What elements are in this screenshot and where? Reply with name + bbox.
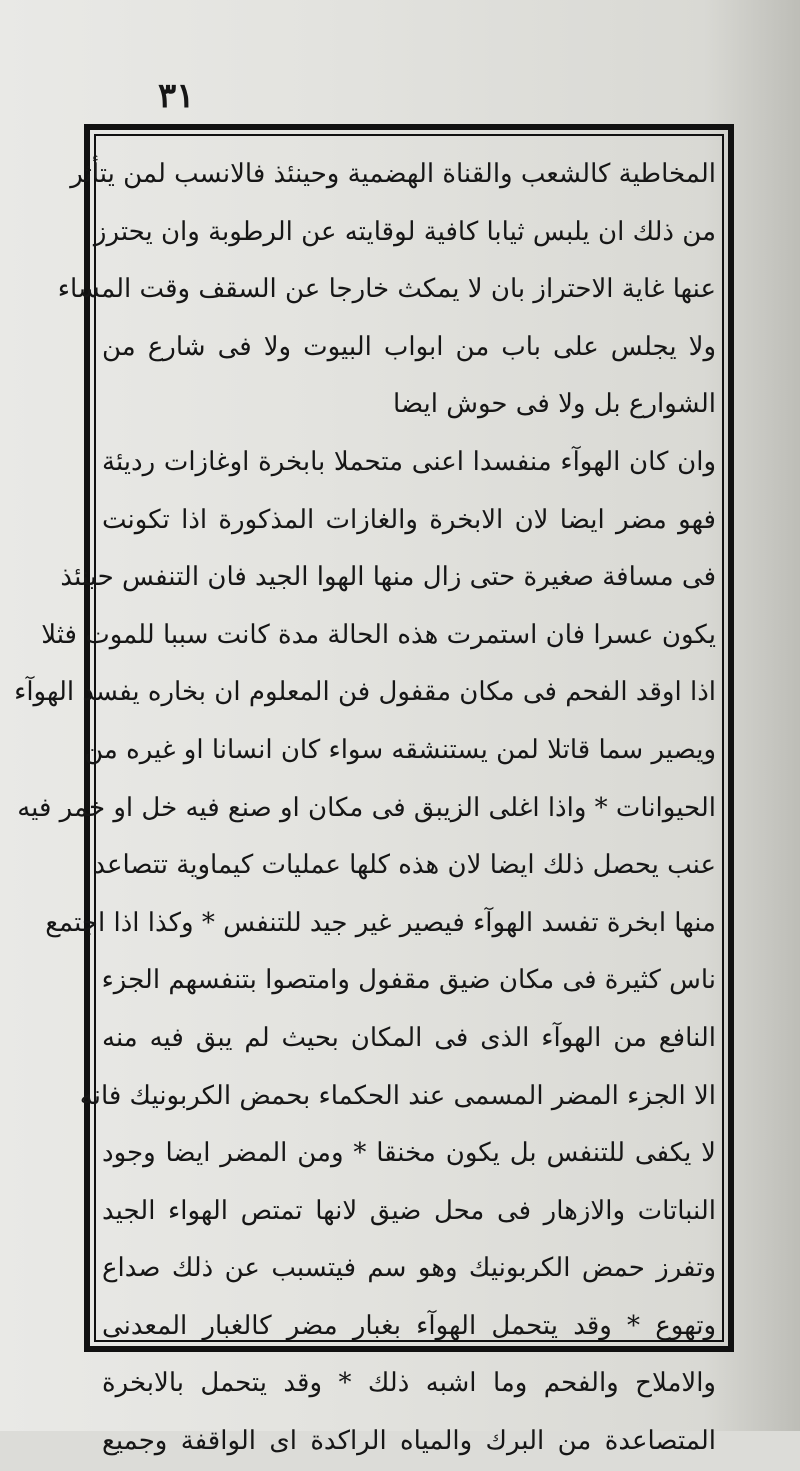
text-line: الا الجزء المضر المسمى عند الحكماء بحمض الكربونيك فانه [79,1080,716,1111]
body-text [14,146,716,1471]
text-line: النباتات والازهار فى محل ضيق لانها تمتص الهواء الجيد [102,1195,716,1226]
text-line: منها ابخرة تفسد الهوآء فيصير غير جيد للتنفس * وكذا اذا اجتمع [45,907,716,938]
text-line: عنب يحصل ذلك ايضا لان هذه كلها عمليات كيماوية تتصاعد [93,850,716,881]
page-number: ٣١ [158,76,195,116]
text-line: وان كان الهوآء منفسدا اعنى متحملا بابخرة اوغازات رديئة [102,446,716,477]
text-line: اذا اوقد الفحم فى مكان مقفول فن المعلوم ان بخاره يفسد الهوآء [14,677,716,708]
text-line: فى مسافة صغيرة حتى زال منها الهوا الجيد فان التنفس حينئذ [60,562,716,593]
text-line: ولا يجلس على باب من ابواب البيوت ولا فى شارع من [102,331,716,362]
text-line: الحيوانات * واذا اغلى الزيبق فى مكان او صنع فيه خل او خمر فيه [17,792,716,823]
text-line: وتهوع * وقد يتحمل الهوآء بغبار مضر كالغبار المعدنى [102,1310,716,1341]
text-line: من ذلك ان يلبس ثيابا كافية لوقايته عن الرطوبة وان يحترز [93,216,716,247]
text-line: الشوارع بل ولا فى حوش ايضا [393,389,716,420]
text-line: ويصير سما قاتلا لمن يستنشقه سواء كان انسانا او غيره من [84,734,716,765]
text-line: ناس كثيرة فى مكان ضيق مقفول وامتصوا بتنفسهم الجزء [101,965,716,996]
text-line: يكون عسرا فان استمرت هذه الحالة مدة كانت سببا للموت فثلا [41,619,716,650]
text-line: النافع من الهوآء الذى فى المكان بحيث لم يبق فيه منه [102,1022,716,1053]
text-line: وتفرز حمض الكربونيك وهو سم فيتسبب عن ذلك صداع [102,1253,716,1284]
text-line: لا يكفى للتنفس بل يكون مخنقا * ومن المضر ايضا وجود [102,1138,716,1169]
text-line: فهو مضر ايضا لان الابخرة والغازات المذكورة اذا تكونت [102,504,716,535]
text-line: المتصاعدة من البرك والمياه الراكدة اى الواقفة وجميع [102,1426,716,1457]
text-line: والاملاح والفحم وما اشبه ذلك * وقد يتحمل بالابخرة [102,1368,716,1399]
text-line: عنها غاية الاحتراز بان لا يمكث خارجا عن السقف وقت المساء [57,274,716,305]
text-line: المخاطية كالشعب والقناة الهضمية وحينئذ فالانسب لمن يتأثر [70,159,716,189]
